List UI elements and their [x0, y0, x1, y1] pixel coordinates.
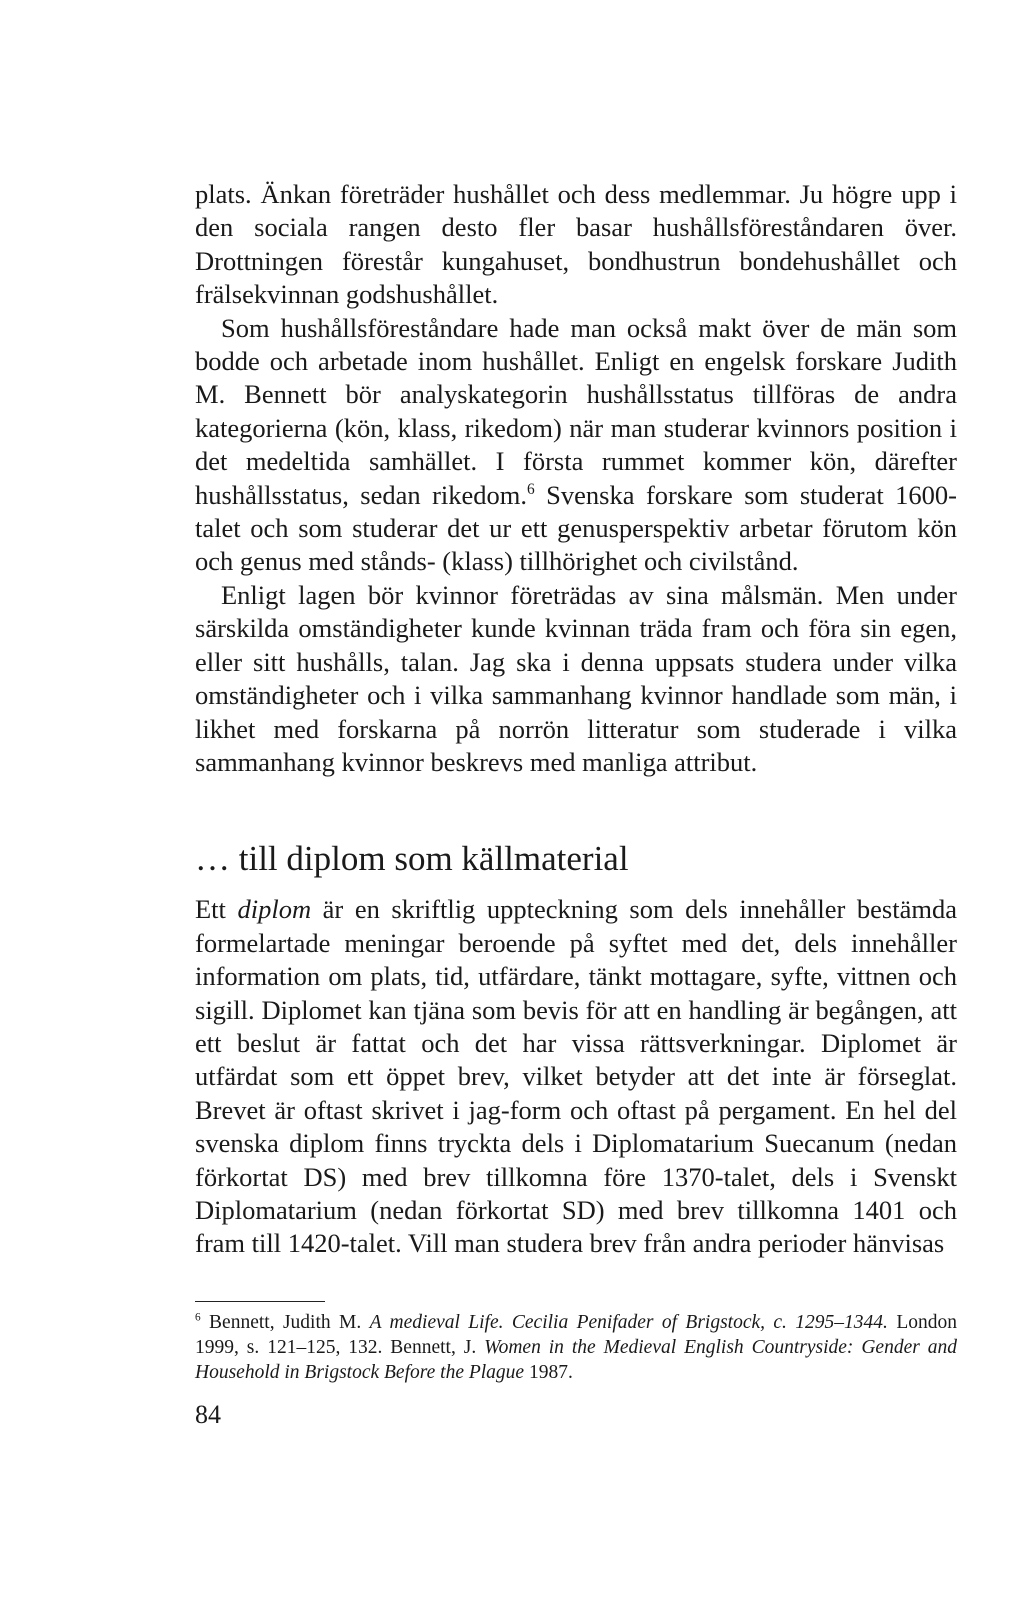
footnote-6 — [195, 1310, 957, 1385]
page-body — [195, 178, 957, 1385]
paragraph-2-text-b: Svenska forskare som studerat 1600-talet och som studerar det ur ett genusperspektiv arbetar förutom kön och genus med stånds- (klass) tillhörighet och civilstånd. — [195, 479, 957, 577]
paragraph-2-text-a: Som hushållsföreståndare hade man också makt över de män som bodde och arbetade inom hushållet. Enligt en engelsk forskare Judith M. Bennett bör analyskategorin hushållsstatus tillföras de andra kategorierna (kön, klass, rikedom) när man studerar kvinnors position i det medeltida samhället. I första rummet kommer kön, därefter hushållsstatus, sedan rikedom. — [195, 312, 957, 510]
section-heading: … till diplom som källmaterial — [195, 839, 629, 879]
footnote-number: 6 — [195, 1311, 201, 1324]
paragraph-4 — [195, 893, 957, 1260]
paragraph-4-rest: är en skriftlig uppteckning som dels innehåller bestämda formelartade meningar beroende på syftet med det, dels innehåller information om plats, tid, utfärdare, tänkt mottagare, syfte, vittnen och sigill. Diplomet kan tjäna som bevis för att en handling är begången, att ett beslut är fattat och det har vissa rättsverkningar. Diplomet är utfärdat som ett öppet brev, vilket betyder att det inte är förseglat. Brevet är oftast skrivet i jag-form och oftast på pergament. En hel del svenska diplom finns tryckta dels i Diplomatarium Suecanum (nedan förkortat DS) med brev tillkomna före 1370-talet, dels i Svenskt Diplomatarium (nedan förkortat SD) med brev tillkomna 1401 och fram till 1420-talet. Vill man studera brev från andra perioder hänvisas — [195, 894, 957, 1259]
footnote-title-1: A medieval Life. Cecilia Penifader of Brigstock, c. 1295–1344. — [369, 1311, 888, 1333]
paragraph-3: Enligt lagen bör kvinnor företrädas av sina målsmän. Men under särskilda omständigheter kunde kvinnan träda fram och föra sin egen, eller sitt hushålls, talan. Jag ska i denna uppsats studera under vilka omständigheter och i vilka sammanhang kvinnor handlade som män, i likhet med forskarna på norrön litteratur som studerade i vilka sammanhang kvinnor beskrevs med manliga attribut. — [195, 579, 957, 777]
footnote-text-2: London 1999, s. 121–125, 132. Bennett, J. — [195, 1311, 957, 1358]
footnote-title-2: Women in the Medieval English Countryside: Gender and Household in Brigstock Before the Plague — [195, 1336, 957, 1383]
term-diplom: diplom — [237, 894, 312, 925]
paragraph-4-start: Ett — [195, 894, 238, 925]
footnote-text-1: Bennett, Judith M. — [200, 1311, 370, 1333]
paragraph-2 — [195, 312, 957, 579]
footnote-divider — [195, 1301, 325, 1302]
paragraph-1: plats. Änkan företräder hushållet och dess medlemmar. Ju högre upp i den sociala rangen desto fler basar hushållsföreståndaren över. Drottningen förestår kungahuset, bondhustrun bondehushållet och frälsekvinnan godshushållet. — [195, 179, 957, 310]
page-number: 84 — [195, 1400, 221, 1429]
footnote-text-3: 1987. — [524, 1361, 573, 1383]
footnote-reference[interactable]: 6 — [527, 480, 535, 498]
